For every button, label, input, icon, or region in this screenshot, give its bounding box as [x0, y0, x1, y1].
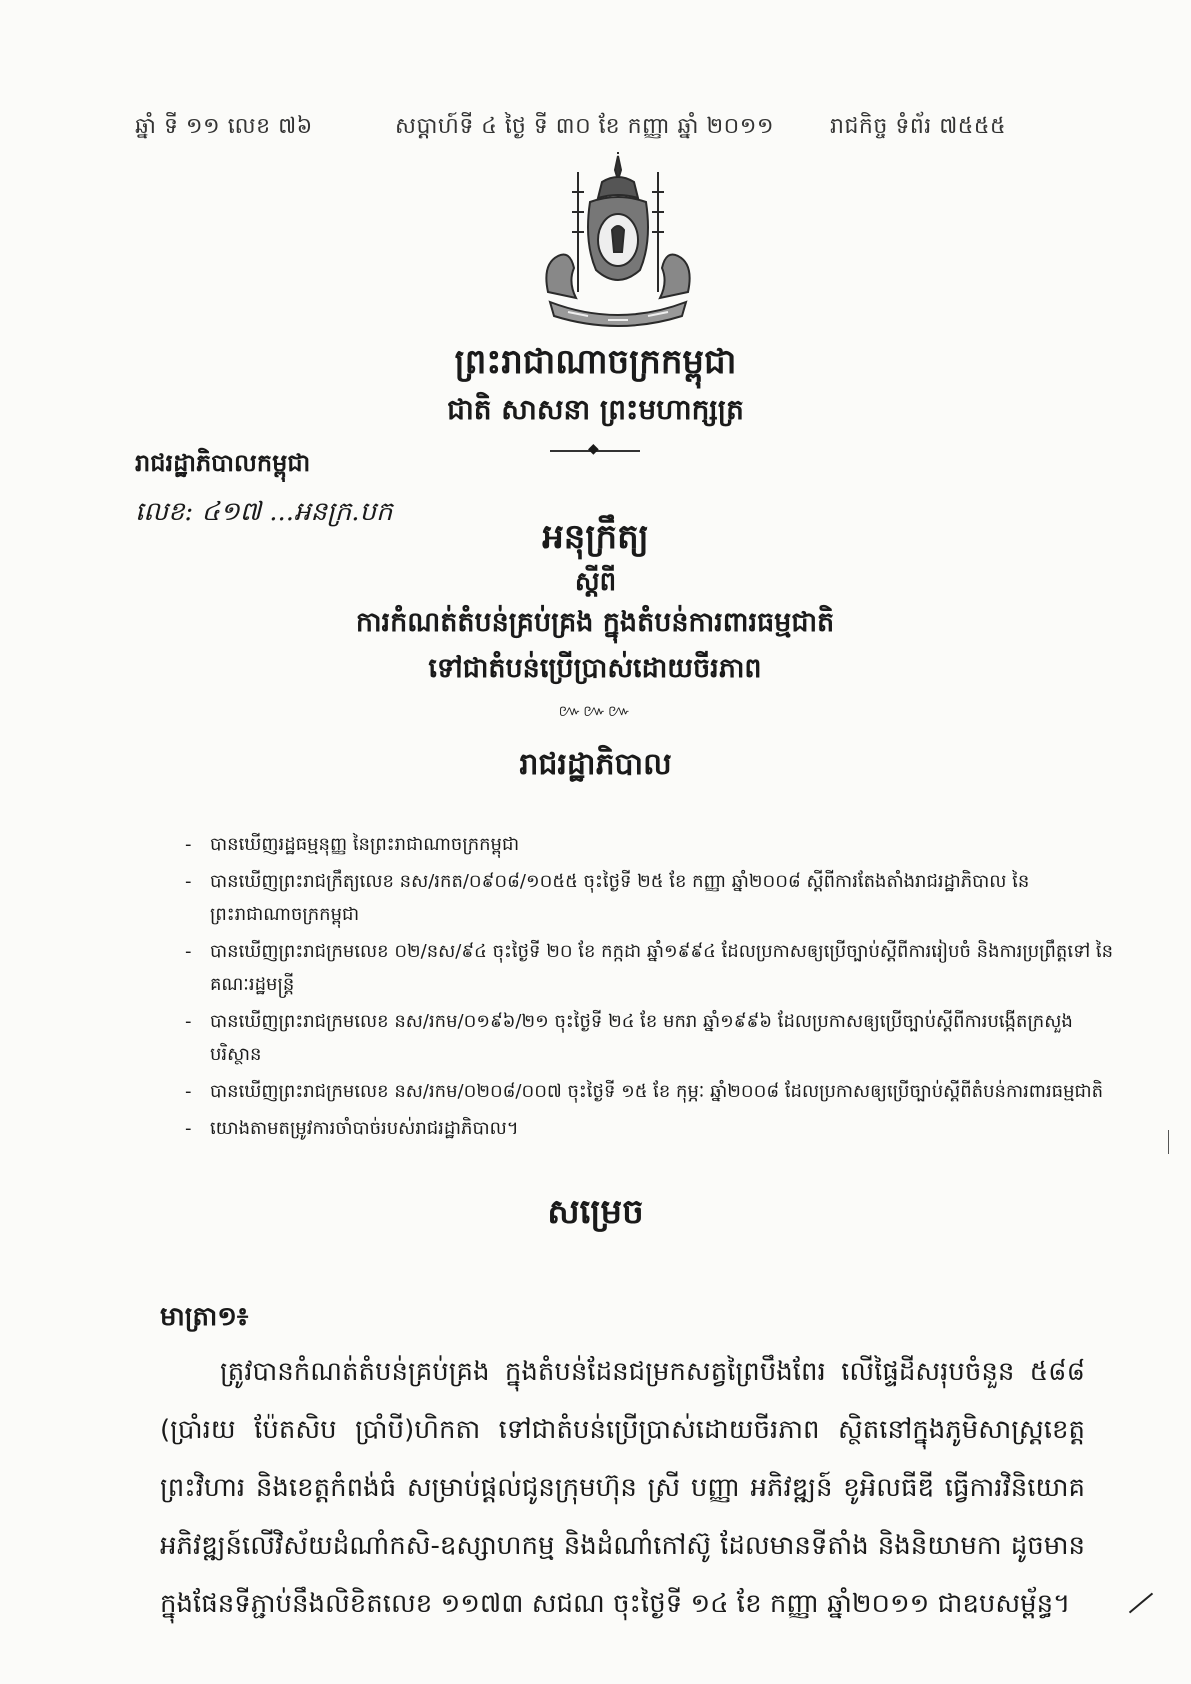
ornament: ៚៚៚	[558, 701, 633, 720]
recitals-list	[185, 828, 1115, 1149]
recital-item: - បានឃើញព្រះរាជក្រមលេខ នស/រកម/០១៩៦/២១ ចុះថ្ងៃទី ២៤ ខែ មករា ឆ្នាំ១៩៩៦ ដែលប្រកាសឲ្យប្រើច្បាប់ស្តីពីការបង្កើតក្រសួងបរិស្ថាន	[185, 1005, 1115, 1071]
subject-line-2: ទៅជាតំបន់ប្រើប្រាស់ដោយចីរភាព	[428, 653, 762, 684]
document-subject	[260, 600, 930, 692]
document-type: អនុក្រឹត្យ	[542, 517, 649, 557]
subject-line-1: ការកំណត់តំបន់គ្រប់គ្រង ក្នុងតំបន់ការពារធម្មជាតិ	[355, 607, 835, 638]
document-about: ស្តីពី	[574, 567, 617, 597]
article-1-text: ត្រូវបានកំណត់តំបន់គ្រប់គ្រង ក្នុងតំបន់ដែនជម្រកសត្វព្រៃបឹងពែរ លើផ្ទៃដីសរុបចំនួន ៥៨៨ (ប្រាំរយ ប៉ែតសិប ប្រាំបី)ហិកតា ទៅជាតំបន់ប្រើប្រាស់ដោយចីរភាព ស្ថិតនៅក្នុងភូមិសាស្ត្រខេត្តព្រះវិហារ និងខេត្តកំពង់ធំ សម្រាប់ផ្តល់ជូនក្រុមហ៊ុន ស្រី បញ្ញា អភិវឌ្ឍន៍ ខូអិលធីឌី ធ្វើការវិនិយោគ អភិវឌ្ឍន៍លើវិស័យដំណាំកសិ-ឧស្សាហកម្ម និងដំណាំកៅស៊ូ ដែលមានទីតាំង និងនិយាមកា ដូចមានក្នុងផែនទីភ្ជាប់នឹងលិខិតលេខ ១១៧៣ សជណ ចុះថ្ងៃទី ១៤ ខែ កញ្ញា ឆ្នាំ២០១១ ជាឧបសម្ព័ន្ធ។	[160, 1357, 1085, 1619]
recital-item: - បានឃើញព្រះរាជក្រឹត្យលេខ នស/រកត/០៩០៨/១០៥៥ ចុះថ្ងៃទី ២៥ ខែ កញ្ញា ឆ្នាំ២០០៨ ស្តីពីការតែងតាំងរាជរដ្ឋាភិបាល នៃព្រះរាជាណាចក្រកម្ពុជា	[185, 865, 1115, 931]
recital-item: - បានឃើញព្រះរាជក្រមលេខ ០២/នស/៩៤ ចុះថ្ងៃទី ២០ ខែ កក្កដា ឆ្នាំ១៩៩៤ ដែលប្រកាសឲ្យប្រើច្បាប់ស្តីពីការរៀបចំ និងការប្រព្រឹត្តទៅ នៃគណៈរដ្ឋមន្ត្រី	[185, 935, 1115, 1001]
scan-mark	[1168, 1130, 1169, 1154]
government-heading: រាជរដ្ឋាភិបាល	[519, 747, 672, 782]
divider	[550, 450, 640, 452]
decision-heading: សម្រេច	[547, 1192, 644, 1232]
recital-item: - បានឃើញព្រះរាជក្រមលេខ នស/រកម/០២០៨/០០៧ ចុះថ្ងៃទី ១៥ ខែ កុម្ភៈ ឆ្នាំ២០០៨ ដែលប្រកាសឲ្យប្រើច្បាប់ស្តីពីតំបន់ការពារធម្មជាតិ	[185, 1075, 1115, 1108]
pen-stroke-mark	[1129, 1593, 1153, 1614]
national-motto: ជាតិ សាសនា ព្រះមហាក្សត្រ	[447, 393, 744, 426]
gazette-year-number: ឆ្នាំ ទី ១១ លេខ ៧៦	[135, 114, 313, 139]
document-number: លេខ: ៤១៧ ...អនក្រ.បក	[135, 497, 393, 527]
recital-item: - យោងតាមតម្រូវការចាំបាច់របស់រាជរដ្ឋាភិបាល។	[185, 1112, 1115, 1145]
article-1-heading: មាត្រា១៖	[160, 1302, 249, 1332]
gazette-week-date: សប្តាហ៍ទី ៤ ថ្ងៃ ទី ៣០ ខែ កញ្ញា ឆ្នាំ ២០១១	[395, 114, 775, 139]
gazette-page-ref: រាជកិច្ច ទំព័រ ៧៥៥៥	[830, 114, 1007, 139]
issuing-office: រាជរដ្ឋាភិបាលកម្ពុជា	[135, 449, 311, 477]
royal-coat-of-arms-icon	[528, 152, 708, 332]
recital-item: - បានឃើញរដ្ឋធម្មនុញ្ញ នៃព្រះរាជាណាចក្រកម្ពុជា	[185, 828, 1115, 861]
kingdom-name: ព្រះរាជាណាចក្រកម្ពុជា	[454, 342, 737, 382]
